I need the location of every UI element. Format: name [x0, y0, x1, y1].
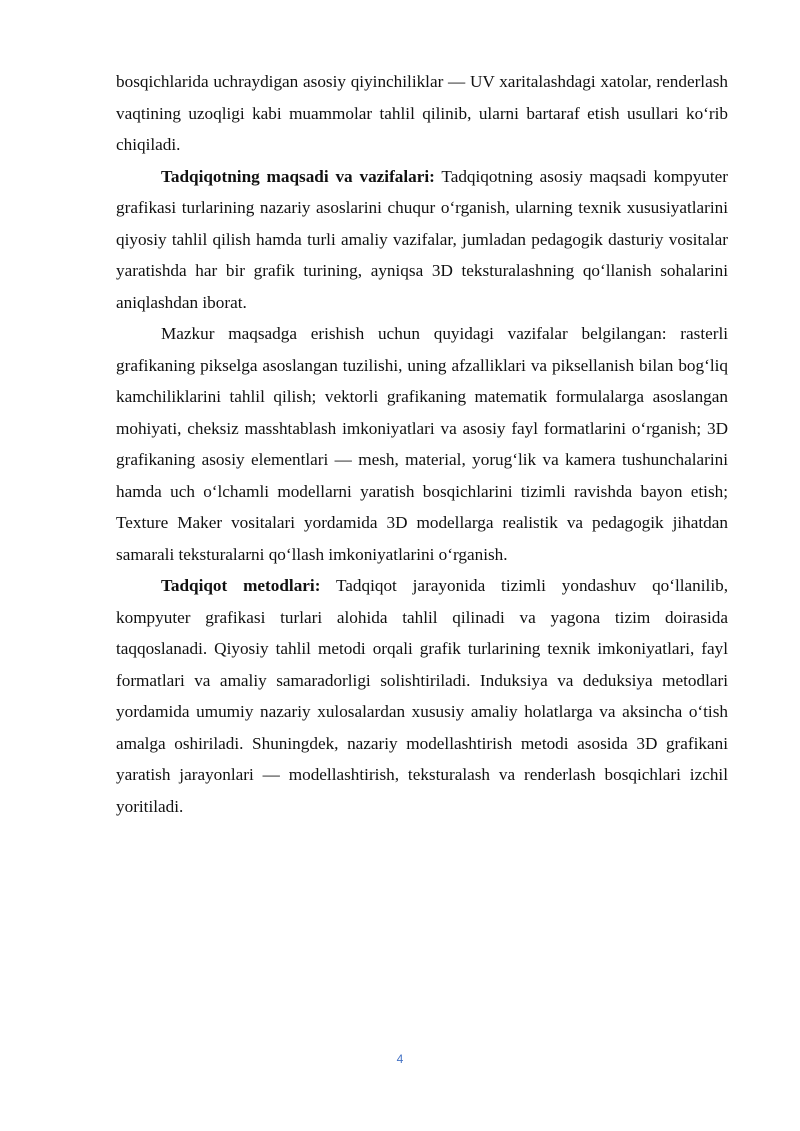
- paragraph-continuation: [116, 66, 728, 161]
- paragraph-heading: Tadqiqotning maqsadi va vazifalari:: [161, 166, 435, 186]
- paragraph-heading: Tadqiqot metodlari:: [161, 576, 321, 595]
- document-page: [116, 66, 728, 822]
- paragraph-text: Tadqiqotning asosiy maqsadi kompyuter grafikasi turlarining nazariy asoslarini chuqur o‘rganish, ularning texnik xususiyatlarini qiyosiy tahlil qilish hamda turli amaliy vazifalar, jumladan pedagogik dasturiy vositalar yaratishda har bir grafik turining, ayniqsa 3D teksturalashning qo‘llanish sohalarini aniqlashdan iborat.: [116, 166, 728, 312]
- paragraph-tasks: [116, 318, 728, 570]
- paragraph-text: Tadqiqot jarayonida tizimli yondashuv qo‘llanilib, kompyuter grafikasi turlari alohida tahlil qilinadi va yagona tizim doirasida taqqoslanadi. Qiyosiy tahlil metodi orqali grafik turlarining texnik imkoniyatlari, fayl formatlari va amaliy samaradorligi solishtiriladi. Induksiya va deduksiya metodlari yordamida umumiy nazariy xulosalardan xususiy amaliy holatlarga va aksincha o‘tish amalga oshiriladi. Shuningdek, nazariy modellashtirish metodi asosida 3D grafikani yaratish jarayonlari — modellashtirish, teksturalash va renderlash bosqichlari izchil yoritiladi.: [116, 576, 728, 816]
- page-number: 4: [396, 1052, 404, 1066]
- paragraph-text: Mazkur maqsadga erishish uchun quyidagi vazifalar belgilangan: rasterli grafikaning pikselga asoslangan tuzilishi, uning afzalliklari va piksellanish bilan bog‘liq kamchiliklarini tahlil qilish; vektorli grafikaning matematik formulalarga asoslangan mohiyati, cheksiz masshtablash imkoniyatlari va asosiy fayl formatlarini o‘rganish; 3D grafikaning asosiy elementlari — mesh, material, yorug‘lik va kamera tushunchalarini hamda uch o‘lchamli modellarni yaratish bosqichlarini tizimli ravishda bayon etish; Texture Maker vositalari yordamida 3D modellarga realistik va pedagogik jihatdan samarali teksturalarni qo‘llash imkoniyatlarini o‘rganish.: [116, 324, 728, 564]
- paragraph-methods: [116, 570, 728, 822]
- paragraph-goals: [116, 161, 728, 319]
- paragraph-text: bosqichlarida uchraydigan asosiy qiyinchiliklar — UV xaritalashdagi xatolar, renderlash vaqtining uzoqligi kabi muammolar tahlil qilinib, ularni bartaraf etish usullari ko‘rib chiqiladi.: [116, 72, 728, 154]
